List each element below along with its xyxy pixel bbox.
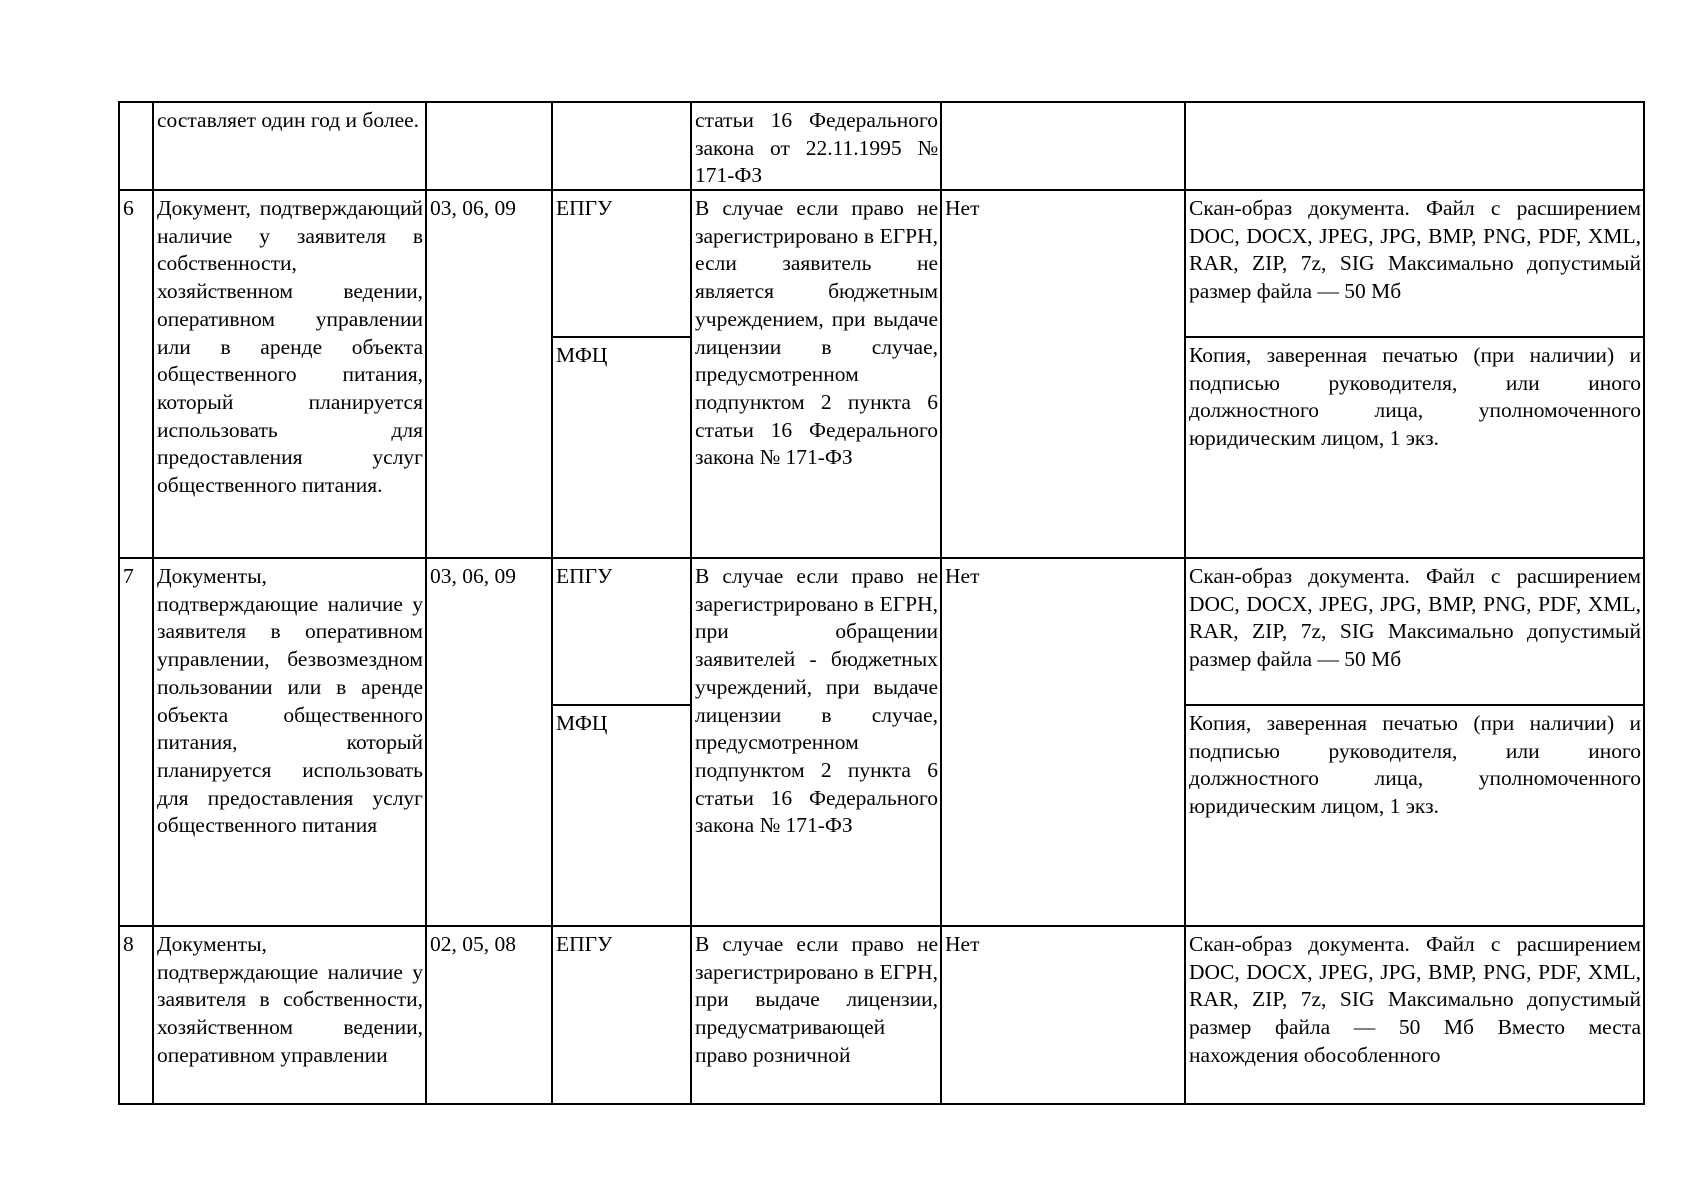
table-cell-in-request: Нет <box>945 564 980 588</box>
table-cell-channel: ЕПГУ <box>556 564 613 588</box>
table-cell-codes: 03, 06, 09 <box>430 196 516 220</box>
table-cell-condition: В случае если право не зарегистрировано в ЕГРН, при выдаче лицензии, предусматривающей право розничной <box>695 932 938 1067</box>
table-cell-channel: МФЦ <box>556 711 608 735</box>
table-cell-in-request: Нет <box>945 196 980 220</box>
table-cell-condition: статьи 16 Федерального закона от 22.11.1995 № 171-ФЗ <box>695 108 938 188</box>
table-cell-codes: 03, 06, 09 <box>430 564 516 588</box>
requirements-table <box>118 101 1645 1105</box>
table-cell-requirement: Скан-образ документа. Файл с расширением DOC, DOCX, JPEG, JPG, BMP, PNG, PDF, XML, RAR, ZIP, 7z, SIG Максимально допустимый размер файла — 50 Мб <box>1189 196 1641 304</box>
table-cell-name: составляет один год и более. <box>157 108 420 132</box>
table-cell-codes: 02, 05, 08 <box>430 932 516 956</box>
table-cell-requirement: Скан-образ документа. Файл с расширением DOC, DOCX, JPEG, JPG, BMP, PNG, PDF, XML, RAR, ZIP, 7z, SIG Максимально допустимый размер файла — 50 Мб <box>1189 564 1641 672</box>
table-cell-name: Документы, подтверждающие наличие у заявителя в оперативном управлении, безвозмездном пользовании или в аренде объекта общественного питания, который планируется использовать для предоставления услуг общественного питания <box>157 564 423 838</box>
table-cell-channel: МФЦ <box>556 343 608 367</box>
table-cell-number: 8 <box>123 932 134 956</box>
table-cell-name: Документы, подтверждающие наличие у заявителя в собственности, хозяйственном ведении, оперативном управлении <box>157 932 423 1067</box>
table-cell-number: 7 <box>123 564 134 588</box>
table-cell-in-request: Нет <box>945 932 980 956</box>
table-cell-condition: В случае если право не зарегистрировано в ЕГРН, при обращении заявителей - бюджетных учреждений, при выдаче лицензии в случае, предусмотренном подпунктом 2 пункта 6 статьи 16 Федерального закона № 171-ФЗ <box>695 564 938 838</box>
table-cell-number: 6 <box>123 196 134 220</box>
table-cell-requirement: Копия, заверенная печатью (при наличии) и подписью руководителя, или иного должностного лица, уполномоченного юридическим лицом, 1 экз. <box>1189 343 1641 451</box>
table-cell-name: Документ, подтверждающий наличие у заявителя в собственности, хозяйственном ведении, оперативном управлении или в аренде объекта общественного питания, который планируется использовать для предоставления услуг общественного питания. <box>157 196 423 498</box>
table-cell-requirement: Скан-образ документа. Файл с расширением DOC, DOCX, JPEG, JPG, BMP, PNG, PDF, XML, RAR, ZIP, 7z, SIG Максимально допустимый размер файла — 50 Мб Вместо места нахождения обособленного <box>1189 932 1641 1067</box>
table-cell-channel: ЕПГУ <box>556 196 613 220</box>
table-cell-channel: ЕПГУ <box>556 932 613 956</box>
table-cell-requirement: Копия, заверенная печатью (при наличии) и подписью руководителя, или иного должностного лица, уполномоченного юридическим лицом, 1 экз. <box>1189 711 1641 819</box>
table-cell-condition: В случае если право не зарегистрировано в ЕГРН, если заявитель не является бюджетным учреждением, при выдаче лицензии в случае, предусмотренном подпунктом 2 пункта 6 статьи 16 Федерального закона № 171-ФЗ <box>695 196 938 470</box>
